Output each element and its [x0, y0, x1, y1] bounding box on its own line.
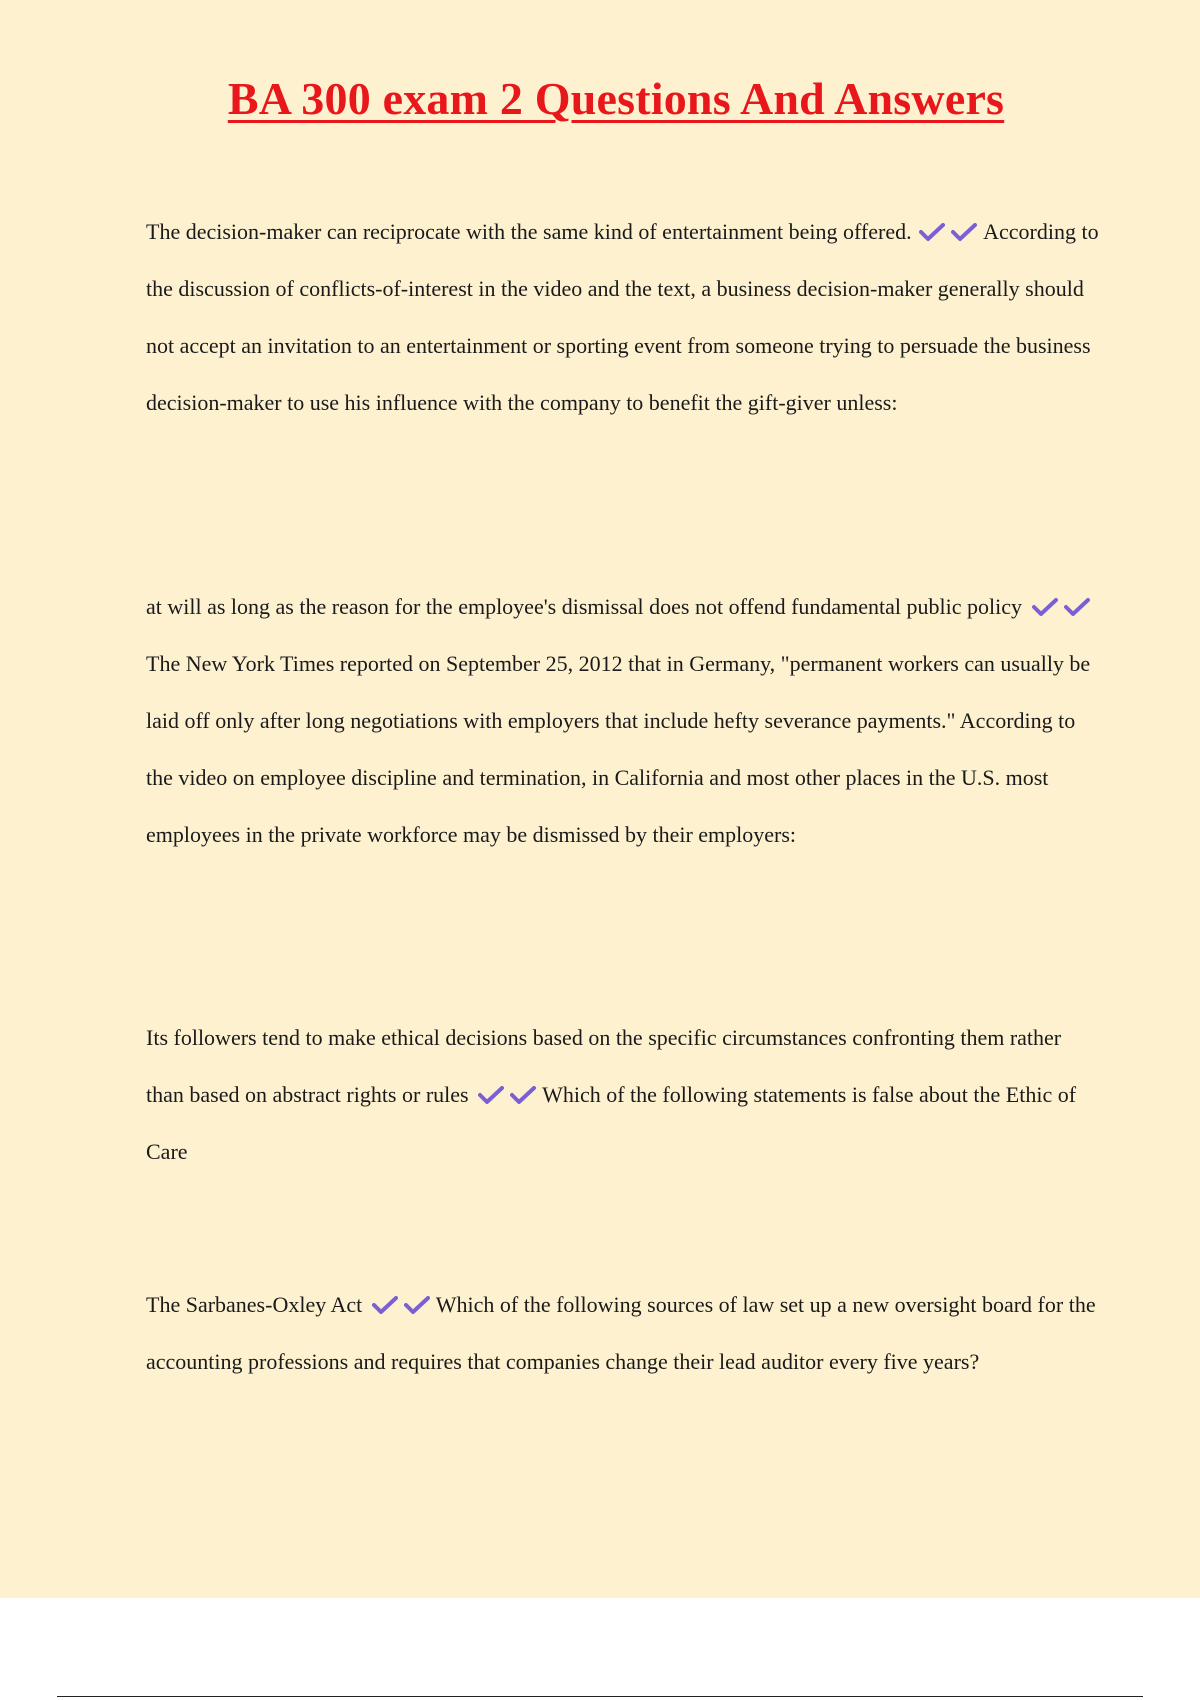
qa-item: [146, 578, 1101, 863]
checkmark-icon: [478, 1085, 504, 1105]
answer-text: Its followers tend to make ethical decisions based on the specific circumstances confronting them rather than based on abstract rights or rules: [146, 1025, 1062, 1107]
qa-item: [146, 1276, 1101, 1390]
question-text: Which of the following statements is false about the Ethic of Care: [146, 1082, 1077, 1164]
question-text: The New York Times reported on September 25, 2012 that in Germany, "permanent workers can usually be laid off only after long negotiations with employers that include hefty severance payments." According to the video on employee discipline and termination, in California and most other places in the U.S. most employees in the private workforce may be dismissed by their employers:: [146, 651, 1091, 847]
answer-text: The decision-maker can reciprocate with the same kind of entertainment being offered.: [146, 219, 912, 244]
checkmark-icon: [919, 222, 945, 242]
answer-separator: [372, 1276, 436, 1333]
checkmark-icon: [1064, 597, 1090, 617]
checkmark-icon: [1032, 597, 1058, 617]
qa-item: [146, 203, 1101, 431]
answer-text: at will as long as the reason for the employee's dismissal does not offend fundamental public policy: [146, 594, 1023, 619]
answer-text: The Sarbanes-Oxley Act: [146, 1292, 363, 1317]
footer-divider: [57, 1696, 1143, 1697]
answer-separator: [1032, 578, 1096, 635]
question-text: Which of the following sources of law set up a new oversight board for the accounting professions and requires that companies change their lead auditor every five years?: [146, 1292, 1096, 1374]
question-text: According to the discussion of conflicts-of-interest in the video and the text, a business decision-maker generally should not accept an invitation to an entertainment or sporting event from someone trying to persuade the business decision-maker to use his influence with the company to benefit the gift-giver unless:: [146, 219, 1099, 415]
qa-item: [146, 1009, 1101, 1180]
checkmark-icon: [951, 222, 977, 242]
checkmark-icon: [404, 1295, 430, 1315]
answer-separator: [478, 1066, 542, 1123]
document-title: BA 300 exam 2 Questions And Answers: [227, 73, 1005, 124]
answer-separator: [919, 203, 983, 260]
checkmark-icon: [510, 1085, 536, 1105]
checkmark-icon: [372, 1295, 398, 1315]
